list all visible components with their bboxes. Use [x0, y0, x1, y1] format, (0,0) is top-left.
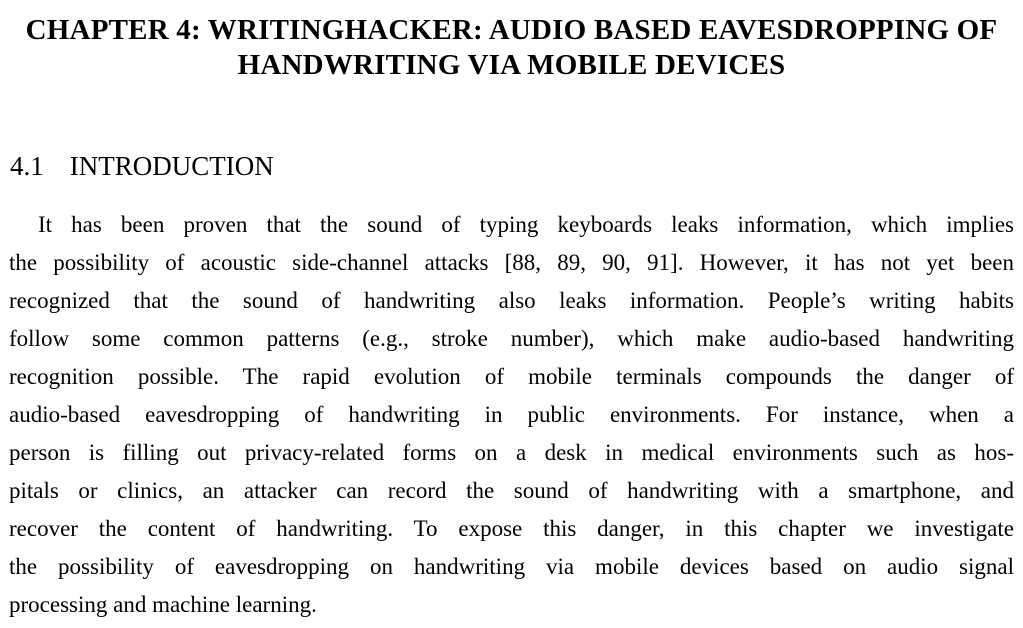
paragraph-line: audio-based eavesdropping of handwriting in public environments. For instance, when a	[9, 402, 1014, 427]
section-number: 4.1	[10, 151, 44, 181]
paragraph-line: recognized that the sound of handwriting also leaks information. People’s writing habits	[9, 288, 1014, 313]
intro-paragraph	[9, 206, 1014, 624]
chapter-title-line-2: HANDWRITING VIA MOBILE DEVICES	[237, 49, 786, 81]
paragraph-line: processing and machine learning.	[9, 592, 317, 617]
chapter-title-line-1: CHAPTER 4: WRITINGHACKER: AUDIO BASED EAVESDROPPING OF	[25, 14, 998, 46]
paragraph-line: person is filling out privacy-related forms on a desk in medical environments such as hos-	[9, 440, 1014, 465]
chapter-title	[0, 13, 1023, 83]
paragraph-line: pitals or clinics, an attacker can record the sound of handwriting with a smartphone, and	[9, 478, 1014, 503]
paragraph-line: It has been proven that the sound of typing keyboards leaks information, which implies	[38, 212, 1014, 237]
section-heading	[10, 149, 274, 183]
paragraph-line: follow some common patterns (e.g., stroke number), which make audio-based handwriting	[9, 326, 1014, 351]
paragraph-line: the possibility of acoustic side-channel attacks [88, 89, 90, 91]. However, it has not yet been	[9, 250, 1014, 275]
section-title: INTRODUCTION	[69, 151, 274, 181]
paragraph-line: recover the content of handwriting. To expose this danger, in this chapter we investigate	[9, 516, 1014, 541]
paragraph-line: the possibility of eavesdropping on handwriting via mobile devices based on audio signal	[9, 554, 1014, 579]
paragraph-line: recognition possible. The rapid evolution of mobile terminals compounds the danger of	[9, 364, 1014, 389]
